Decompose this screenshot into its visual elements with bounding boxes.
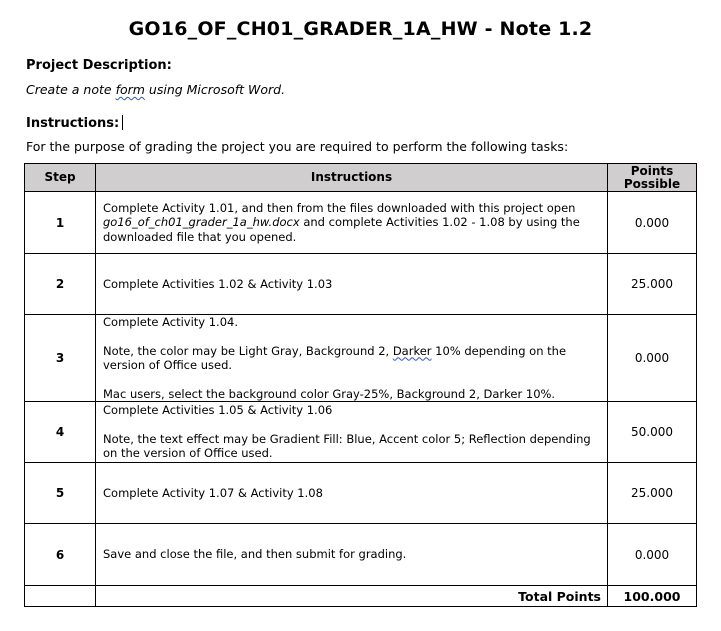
document-title: GO16_OF_CH01_GRADER_1A_HW - Note 1.2 — [128, 18, 593, 40]
text-cursor — [122, 115, 123, 130]
step-points: 50.000 — [608, 402, 697, 463]
table-row — [25, 463, 697, 524]
instructions-intro: For the purpose of grading the project you are required to perform the following tasks: — [26, 139, 569, 154]
spelling-flagged-word: form — [115, 82, 145, 97]
header-points-possible: Points Possible — [608, 164, 697, 192]
header-step: Step — [25, 164, 96, 192]
step-number: 4 — [25, 402, 96, 463]
total-points-value: 100.000 — [608, 586, 697, 607]
spelling-flagged-word: Darker — [392, 343, 432, 358]
table-row — [25, 402, 697, 463]
step-points: 25.000 — [608, 463, 697, 524]
step-points: 0.000 — [608, 192, 697, 254]
step-points: 0.000 — [608, 315, 697, 402]
grading-table — [24, 163, 697, 607]
total-row — [25, 586, 697, 607]
table-row — [25, 524, 697, 586]
step-instructions: Complete Activities 1.02 & Activity 1.03 — [96, 254, 608, 315]
step-instructions: Complete Activity 1.07 & Activity 1.08 — [96, 463, 608, 524]
header-instructions: Instructions — [96, 164, 608, 192]
step-number: 1 — [25, 192, 96, 254]
project-description-text: Create a note form using Microsoft Word. — [26, 82, 286, 97]
step-instructions: Complete Activity 1.01, and then from the files downloaded with this project open go16_of_ch01_grader_1a_hw.docx and complete Activities 1.02 - 1.08 by using the downloaded file that you opened. — [96, 192, 608, 254]
project-description-label: Project Description: — [26, 58, 172, 73]
step-number: 5 — [25, 463, 96, 524]
table-row — [25, 315, 697, 402]
step-number: 2 — [25, 254, 96, 315]
table-header-row — [25, 164, 697, 192]
step-instructions: Complete Activities 1.05 & Activity 1.06 Note, the text effect may be Gradient Fill: Blue, Accent color 5; Reflection depending on the version of Office used. — [96, 402, 608, 463]
step-points: 25.000 — [608, 254, 697, 315]
step-points: 0.000 — [608, 524, 697, 586]
table-row — [25, 192, 697, 254]
table-row — [25, 254, 697, 315]
step-number: 6 — [25, 524, 96, 586]
file-name: go16_of_ch01_grader_1a_hw.docx — [103, 215, 300, 230]
instructions-label: Instructions: — [26, 115, 123, 131]
total-points-label: Total Points — [96, 586, 608, 607]
step-number: 3 — [25, 315, 96, 402]
step-instructions: Complete Activity 1.04. Note, the color may be Light Gray, Background 2, Darker 10% depending on the version of Office used. Mac users, select the background color Gray-25%, Background 2, Darker 10%. — [96, 315, 608, 402]
step-instructions: Save and close the file, and then submit for grading. — [96, 524, 608, 586]
total-empty-cell — [25, 586, 96, 607]
